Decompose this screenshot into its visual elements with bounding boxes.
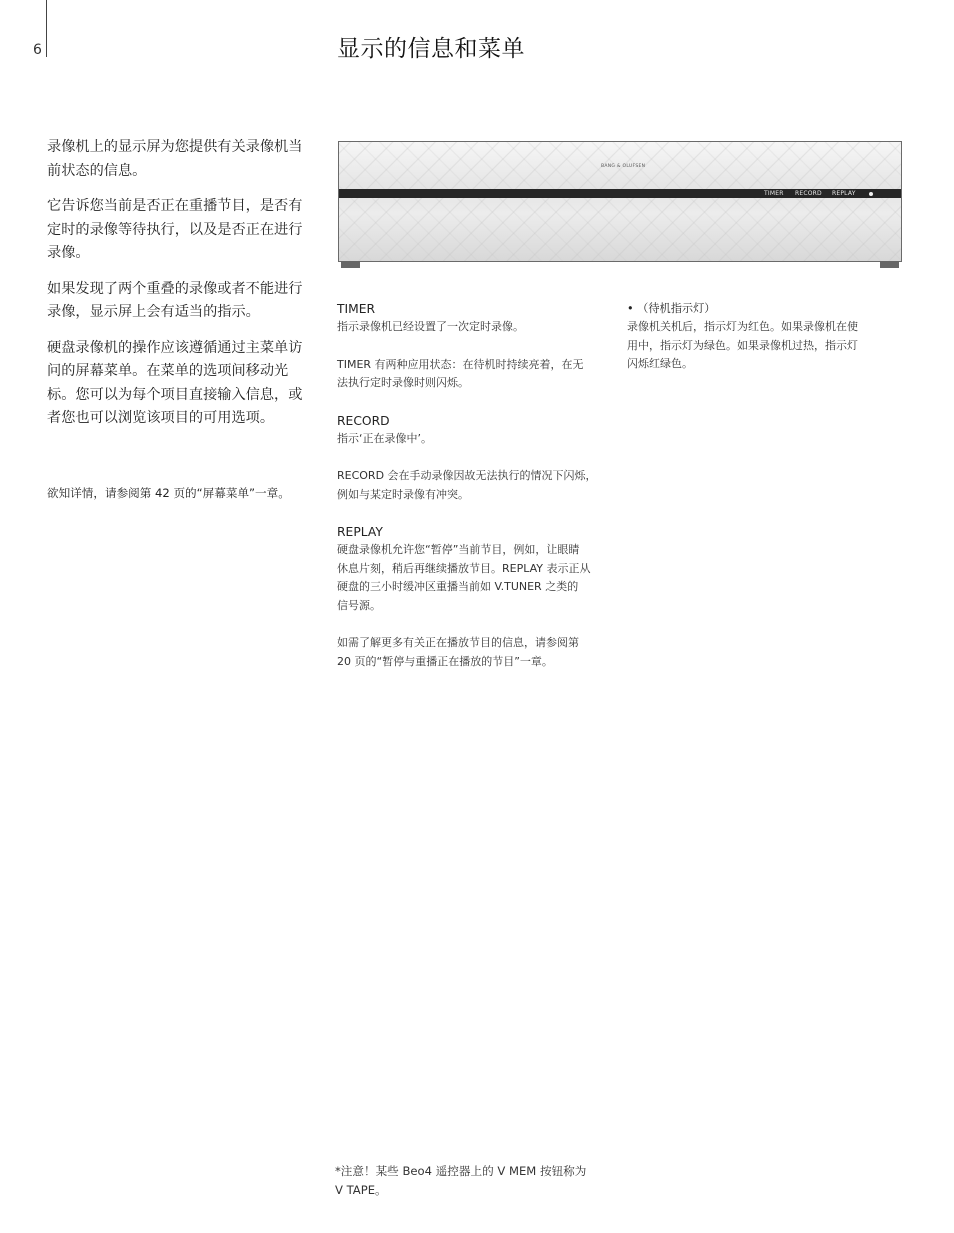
- more-info-line: 如需了解更多有关正在播放节目的信息，请参阅第: [337, 636, 579, 649]
- replay-line: 休息片刻，稍后再继续播放节目。REPLAY 表示正从: [337, 561, 591, 575]
- recorder-front-illustration: [338, 141, 902, 262]
- recorder-body: [338, 141, 902, 262]
- timer-heading: TIMER: [337, 302, 376, 316]
- timer-states-block: [337, 356, 622, 393]
- intro-paragraph: 如果发现了两个重叠的录像或者不能进行录像，显示屏上会有适当的指示。: [47, 280, 303, 320]
- page-margin-rule: [46, 0, 47, 57]
- record-description: 指示‘正在录像中’。: [337, 431, 432, 445]
- display-indicators-column: [337, 300, 622, 690]
- page-title: 显示的信息和菜单: [337, 36, 525, 62]
- device-foot-right: [880, 261, 899, 268]
- footnote-line: *注意！某些 Beo4 遥控器上的 V MEM 按钮称为: [335, 1164, 587, 1178]
- brand-logo-text: BANG & OLUFSEN: [601, 164, 646, 169]
- standby-line: 录像机关机后，指示灯为红色。如果录像机在使: [627, 320, 858, 333]
- record-heading: RECORD: [337, 413, 390, 428]
- record-block: [337, 412, 622, 449]
- record-flash-block: [337, 467, 622, 504]
- page-number: 6: [33, 42, 42, 58]
- more-info-line: 20 页的“暂停与重播正在播放的节目”一章。: [337, 654, 553, 668]
- timer-block: [337, 300, 622, 337]
- standby-line: 用中，指示灯为绿色。如果录像机过热，指示灯: [627, 338, 858, 352]
- replay-line: 信号源。: [337, 598, 381, 612]
- timer-states-line: 法执行定时录像时则闪烁。: [337, 376, 469, 389]
- timer-states-line: TIMER 有两种应用状态：在待机时持续亮着，在无: [337, 357, 584, 371]
- intro-paragraph: 录像机上的显示屏为您提供有关录像机当前状态的信息。: [47, 139, 303, 179]
- intro-paragraph: 它告诉您当前是否正在重播节目，是否有定时的录像等待执行，以及是否正在进行录像。: [47, 198, 303, 261]
- intro-column: [47, 136, 309, 500]
- more-info-block: [337, 634, 622, 671]
- display-replay-label: REPLAY: [832, 190, 856, 197]
- replay-line: 硬盘录像机允许您“暂停”当前节目，例如，让眼睛: [337, 543, 580, 556]
- menu-chapter-reference: 欲知详情，请参阅第 42 页的“屏幕菜单”一章。: [47, 486, 290, 500]
- intro-paragraph: 硬盘录像机的操作应该遵循通过主菜单访问的屏幕菜单。在菜单的选项间移动光标。您可以为每个项目直接输入信息，或者您也可以浏览该项目的可用选项。: [47, 339, 303, 426]
- standby-indicator-column: [627, 300, 897, 374]
- record-flash-line: RECORD 会在手动录像因故无法执行的情况下闪烁，: [337, 469, 597, 482]
- timer-description: 指示录像机已经设置了一次定时录像。: [337, 320, 524, 333]
- record-flash-line: 例如与某定时录像有冲突。: [337, 487, 469, 501]
- display-strip: [339, 189, 901, 198]
- standby-line: 闪烁红绿色。: [627, 357, 693, 370]
- footnote-line: V TAPE。: [335, 1183, 387, 1197]
- display-timer-label: TIMER: [764, 190, 784, 197]
- replay-heading: REPLAY: [337, 525, 383, 539]
- footnote: [335, 1162, 635, 1200]
- display-record-label: RECORD: [795, 190, 822, 197]
- replay-block: [337, 523, 622, 615]
- standby-indicator-dot: [869, 192, 873, 196]
- device-foot-left: [341, 261, 360, 268]
- standby-heading: • （待机指示灯）: [627, 302, 716, 315]
- replay-line: 硬盘的三小时缓冲区重播当前如 V.TUNER 之类的: [337, 580, 579, 593]
